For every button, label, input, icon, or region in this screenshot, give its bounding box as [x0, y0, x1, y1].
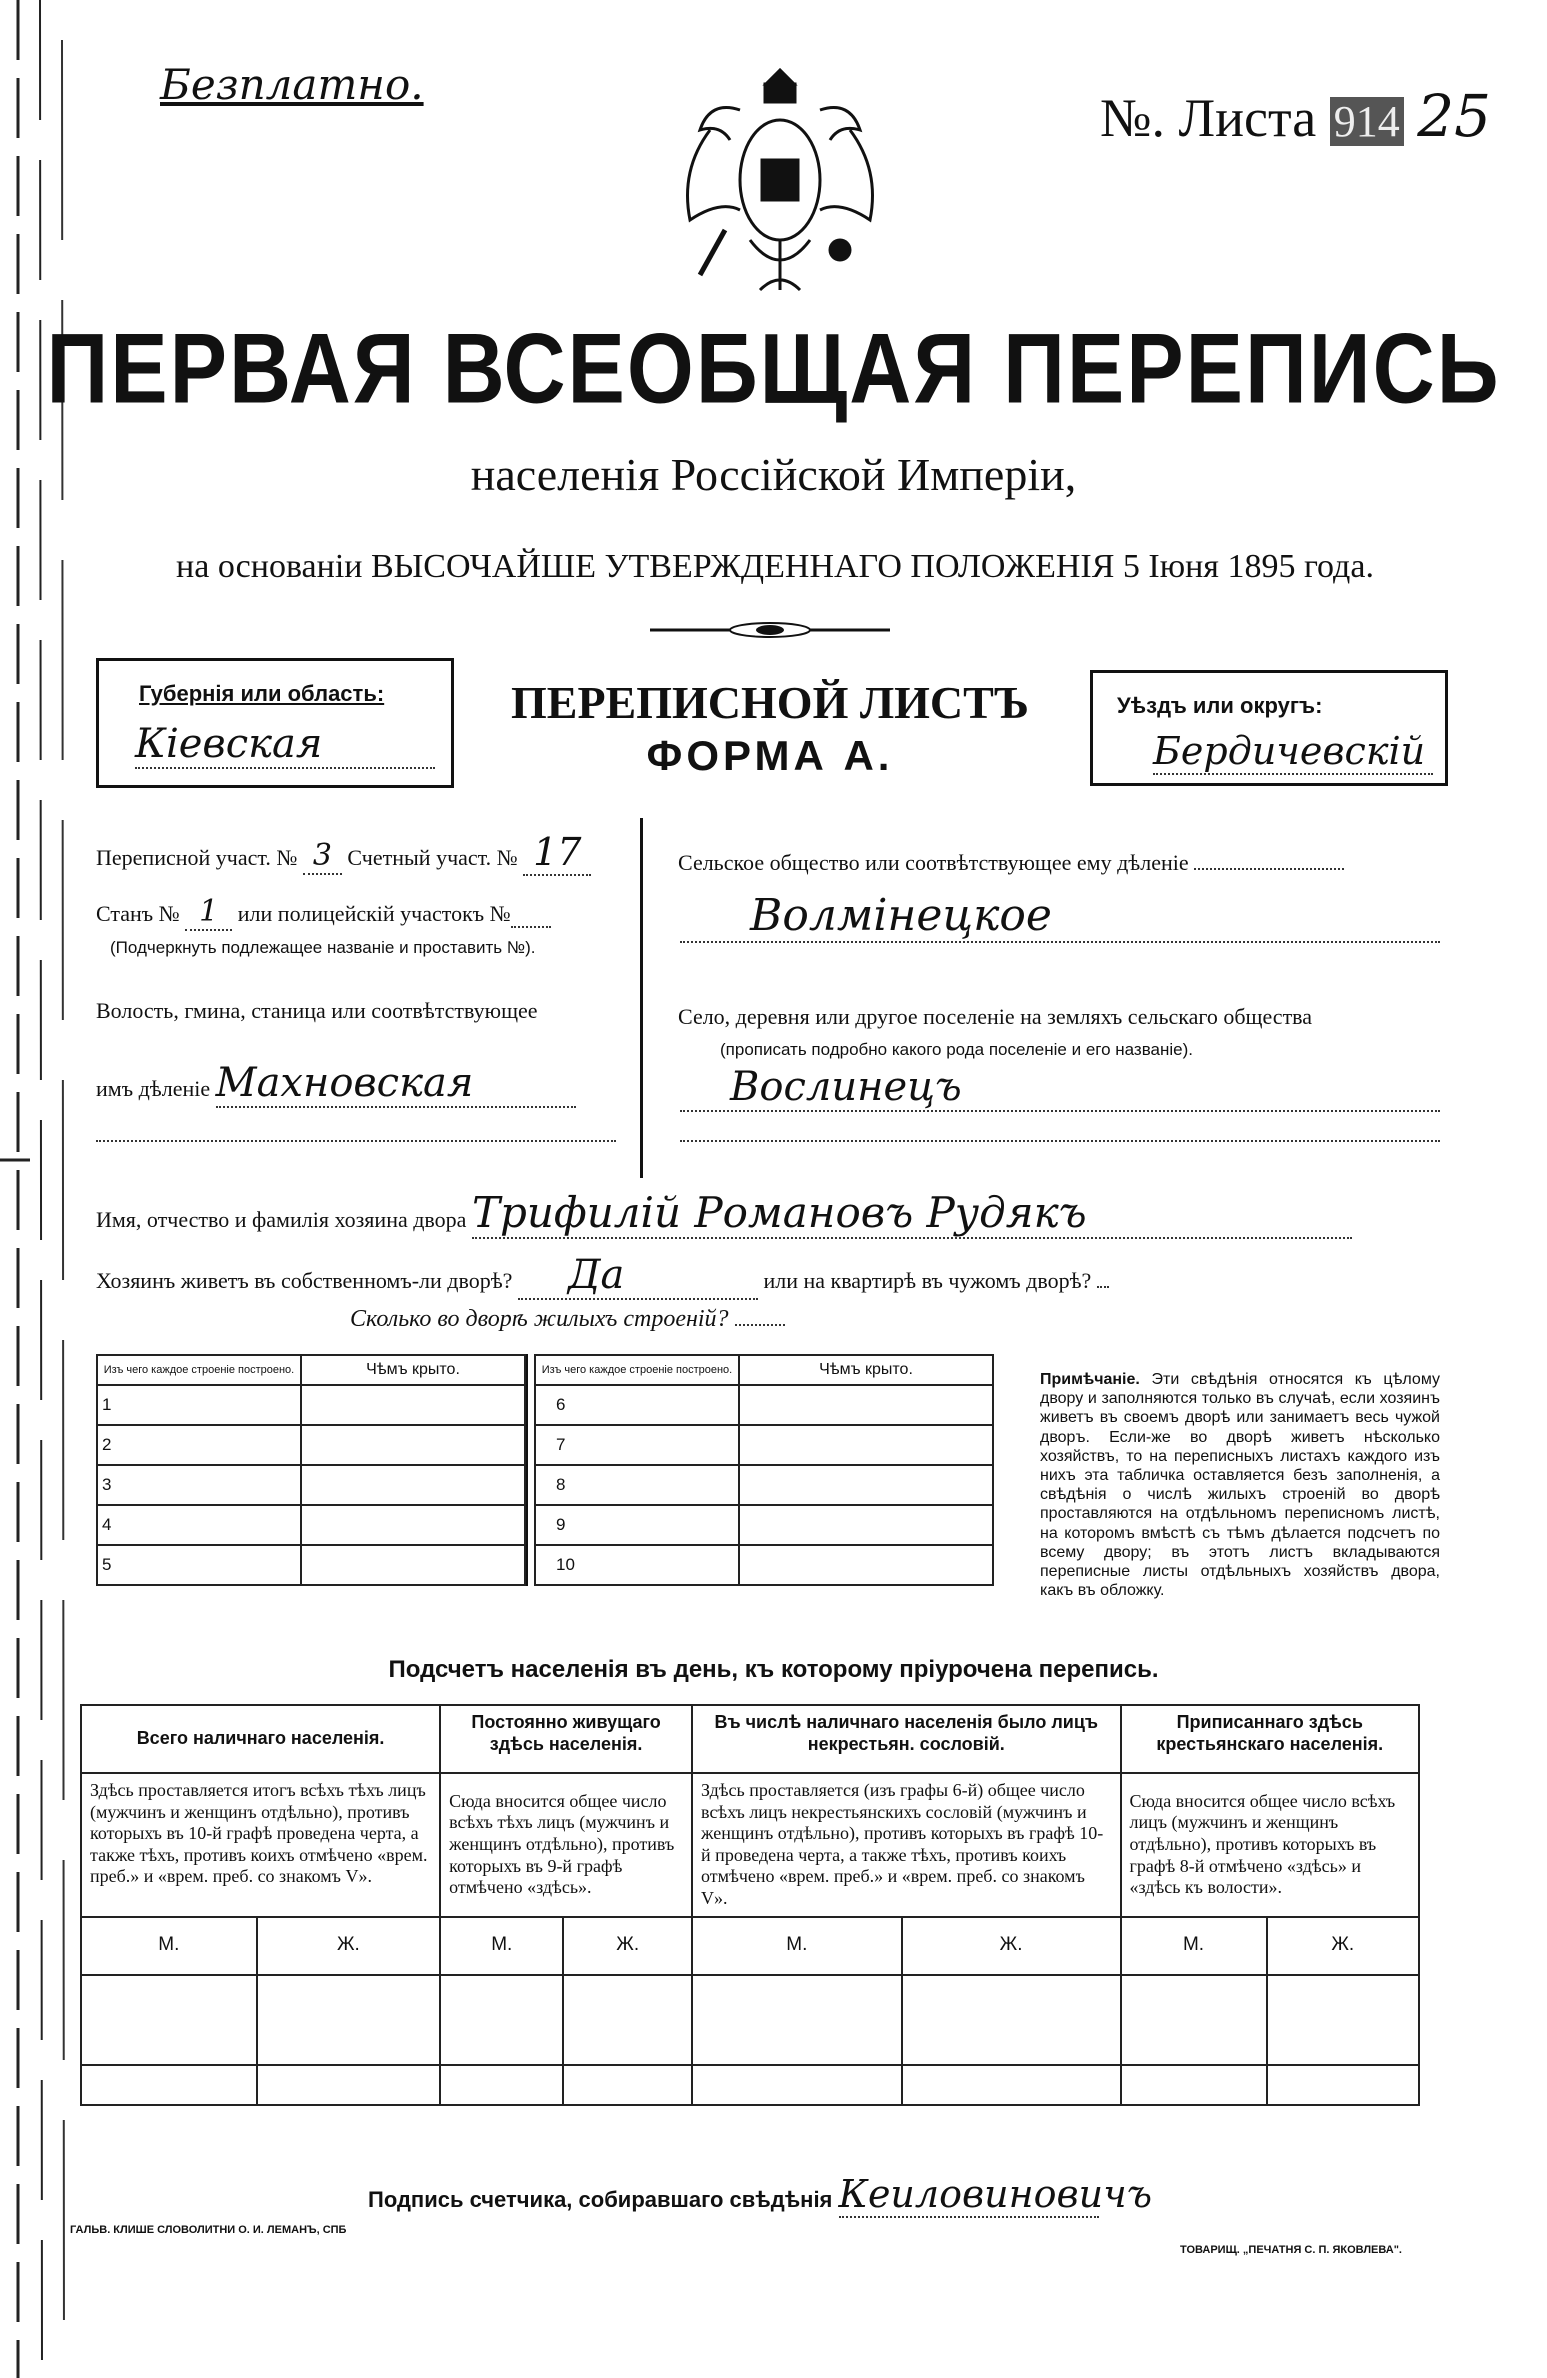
sheet-number-hand: 25 — [1417, 82, 1492, 150]
note-text: Эти свѣдѣнія относятся къ цѣлому двору и заполняются только въ случаѣ, если хозяинъ живетъ въ своемъ дворѣ или занимаетъ весь чужой дворъ. Если-же во дворѣ живетъ нѣсколько хозяйствъ, то на переписныхъ листахъ каждого изъ нихъ эта табличка оставляется безъ заполненія, а свѣдѣнія о числѣ жилыхъ строеній во дворѣ проставляются на отдѣльномъ переписномъ листѣ, на которомъ вмѣстѣ съ тѣмъ дѣлается подсчетъ по всему двору; въ этотъ листъ вкладываются переписные листы отдѣльныхъ хозяйствъ двора, какъ въ обложку. — [1040, 1371, 1440, 1600]
owner-rent-label: или на квартирѣ въ чужомъ дворѣ? — [763, 1268, 1092, 1293]
printer-right: ТОВАРИЩ. „ПЕЧАТНЯ С. П. ЯКОВЛЕВА". — [1180, 2244, 1402, 2256]
signature-value: Кеиловиновичъ — [838, 2172, 1153, 2216]
pop-value-cell — [902, 2065, 1121, 2105]
block-divider — [640, 818, 643, 1178]
buildings-row — [350, 1306, 785, 1333]
society-row — [678, 850, 1438, 876]
pop-value-cell — [257, 2065, 440, 2105]
census-area-row — [96, 830, 591, 874]
pop-col2-male: М. — [440, 1917, 563, 1975]
population-heading: Подсчетъ населенія въ день, къ которому пріурочена перепись. — [388, 1656, 1159, 1683]
form-title: ПЕРЕПИСНОЙ ЛИСТЪ — [510, 677, 1030, 728]
pop-col2-title: Постоянно живущаго здѣсь населенія. — [440, 1705, 692, 1773]
col-material-header: Изъ чего каждое строеніе построено. — [97, 1355, 301, 1385]
province-value: Кіевская — [135, 721, 435, 769]
building-row-2: 2 — [97, 1425, 301, 1465]
pop-value-cell — [257, 1975, 440, 2065]
pop-col1-male: М. — [81, 1917, 257, 1975]
pop-col4-desc: Сюда вносится общее число всѣхъ лицъ (мужчинъ и женщинъ отдѣльно), противъ которыхъ въ графѣ 8-й отмѣчено «здѣсь» и «здѣсь къ волости». — [1121, 1773, 1420, 1917]
village-note: (прописать подробно какого рода поселеніе и его названіе). — [720, 1040, 1194, 1059]
note-block — [1040, 1370, 1440, 1600]
volost-extra-line — [96, 1140, 616, 1142]
form-subtitle: ФОРМА А. — [646, 732, 894, 779]
document-subtitle: населенія Россійской Имперіи, — [470, 449, 1077, 500]
building-row-9: 9 — [535, 1505, 739, 1545]
document-basis: на основаніи ВЫСОЧАЙШЕ УТВЕРЖДЕННАГО ПОЛОЖЕНІЯ 5 Іюня 1895 года. — [176, 548, 1374, 585]
society-value: Волмінецкое — [680, 890, 1440, 943]
population-table — [80, 1704, 1420, 2106]
building-row-6: 6 — [535, 1385, 739, 1425]
buildings-table-left — [96, 1354, 526, 1586]
building-row-5: 5 — [97, 1545, 301, 1585]
signature-row — [368, 2172, 1153, 2218]
pop-value-cell — [563, 2065, 692, 2105]
pop-value-cell — [1267, 2065, 1420, 2105]
building-row-3: 3 — [97, 1465, 301, 1505]
owner-name-value: Трифилій Романовъ Рудякъ — [472, 1188, 1352, 1239]
col-roof-header: Чѣмъ крыто. — [301, 1355, 525, 1385]
owner-lives-row — [96, 1252, 1436, 1300]
free-label: Безплатно. — [160, 60, 424, 109]
volost-label: Волость, гмина, станица или соотвѣтствующее — [96, 998, 538, 1023]
pop-col3-desc: Здѣсь проставляется (изъ графы 6-й) общее число всѣхъ лицъ некрестьянскихъ сословій (мужчинъ и женщинъ отдѣльно), противъ которыхъ въ графѣ 10-й проведена черта, а также тѣхъ, противъ коихъ отмѣчено «врем. преб.» и «врем. преб. со знакомъ V». — [692, 1773, 1120, 1917]
document-title: ПЕРВАЯ ВСЕОБЩАЯ ПЕРЕПИСЬ — [46, 313, 1501, 425]
pop-col3-female: Ж. — [902, 1917, 1121, 1975]
building-row-10: 10 — [535, 1545, 739, 1585]
village-label: Село, деревня или другое поселеніе на земляхъ сельскаго общества — [678, 1004, 1313, 1029]
owner-lives-value: Да — [518, 1252, 758, 1300]
volost-row — [96, 1060, 616, 1108]
society-label: Сельское общество или соотвѣтствующее ему дѣленіе — [678, 850, 1189, 875]
pop-col2-desc: Сюда вносится общее число всѣхъ тѣхъ лицъ (мужчинъ и женщинъ отдѣльно), противъ которыхъ въ 9-й графѣ отмѣчено «здѣсь». — [440, 1773, 692, 1917]
volost-value: Махновская — [216, 1060, 576, 1108]
stan-row — [96, 894, 551, 929]
stan-value: 1 — [185, 894, 232, 931]
village-extra-line — [680, 1140, 1440, 1142]
pop-value-cell — [1121, 2065, 1267, 2105]
pop-col2-female: Ж. — [563, 1917, 692, 1975]
pop-col3-title: Въ числѣ наличнаго населенія было лицъ некрестьян. сословій. — [692, 1705, 1120, 1773]
sheet-number — [1100, 82, 1491, 150]
police-value-line — [511, 901, 551, 928]
pop-col1-female: Ж. — [257, 1917, 440, 1975]
police-note: (Подчеркнуть подлежащее названіе и проставить №). — [110, 938, 536, 957]
province-box — [96, 658, 454, 788]
province-label: Губернія или область: — [139, 681, 385, 706]
col-material-header-right: Изъ чего каждое строеніе построено. — [535, 1355, 739, 1385]
district-box — [1090, 670, 1448, 786]
buildings-table-right — [534, 1354, 994, 1586]
pop-value-cell — [81, 1975, 257, 2065]
counting-area-label: Счетный участ. № — [347, 845, 518, 870]
owner-lives-label: Хозяинъ живетъ въ собственномъ-ли дворѣ? — [96, 1268, 513, 1293]
pop-col1-title: Всего наличнаго населенія. — [81, 1705, 440, 1773]
pop-col4-male: М. — [1121, 1917, 1267, 1975]
volost-label-2: имъ дѣленіе — [96, 1076, 211, 1101]
owner-rent-line — [1097, 1286, 1109, 1288]
counting-area-value: 17 — [523, 830, 591, 876]
note-heading: Примѣчаніе. — [1040, 1371, 1140, 1388]
census-area-value: 3 — [303, 838, 342, 875]
district-value: Бердичевскій — [1153, 729, 1433, 775]
pop-value-cell — [692, 1975, 902, 2065]
census-area-label: Переписной участ. № — [96, 845, 298, 870]
building-row-1: 1 — [97, 1385, 301, 1425]
pop-value-cell — [563, 1975, 692, 2065]
pop-col1-desc: Здѣсь проставляется итогъ всѣхъ тѣхъ лицъ (мужчинъ и женщинъ отдѣльно), противъ которыхъ въ 10-й графѣ проведена черта, а также тѣхъ, противъ коихъ отмѣчено «врем. преб.» и «врем. преб. со знакомъ V». — [81, 1773, 440, 1917]
building-row-4: 4 — [97, 1505, 301, 1545]
owner-name-label: Имя, отчество и фамилія хозяина двора — [96, 1207, 467, 1232]
pop-col4-female: Ж. — [1267, 1917, 1420, 1975]
buildings-line — [735, 1324, 785, 1326]
pop-value-cell — [1267, 1975, 1420, 2065]
pop-value-cell — [440, 1975, 563, 2065]
building-row-8: 8 — [535, 1465, 739, 1505]
pop-value-cell — [1121, 1975, 1267, 2065]
imperial-eagle-emblem — [670, 60, 890, 300]
village-value: Воcлинецъ — [680, 1064, 1440, 1112]
signature-label: Подпись счетчика, собиравшаго свѣдѣнія — [368, 2187, 833, 2212]
pop-value-cell — [81, 2065, 257, 2105]
buildings-label: Сколько во дворѣ жилыхъ строеній? — [350, 1306, 729, 1332]
stan-label: Станъ № — [96, 901, 180, 926]
pop-col3-male: М. — [692, 1917, 902, 1975]
society-line — [1194, 868, 1344, 870]
printer-left: ГАЛЬВ. КЛИШЕ СЛОВОЛИТНИ О. И. ЛЕМАНЪ, СПБ — [70, 2224, 347, 2236]
owner-name-row — [96, 1188, 1436, 1239]
pop-value-cell — [692, 2065, 902, 2105]
pop-col4-title: Приписаннаго здѣсь крестьянскаго населенія. — [1121, 1705, 1420, 1773]
police-label: или полицейскій участокъ № — [237, 901, 511, 926]
district-label: Уѣздъ или округъ: — [1117, 693, 1323, 718]
col-roof-header-right: Чѣмъ крыто. — [739, 1355, 993, 1385]
sheet-number-stamp: 914 — [1330, 97, 1404, 146]
pop-value-cell — [902, 1975, 1121, 2065]
building-row-7: 7 — [535, 1425, 739, 1465]
sheet-number-label: №. Листа — [1100, 88, 1317, 148]
pop-value-cell — [440, 2065, 563, 2105]
ornament-divider — [650, 620, 890, 640]
